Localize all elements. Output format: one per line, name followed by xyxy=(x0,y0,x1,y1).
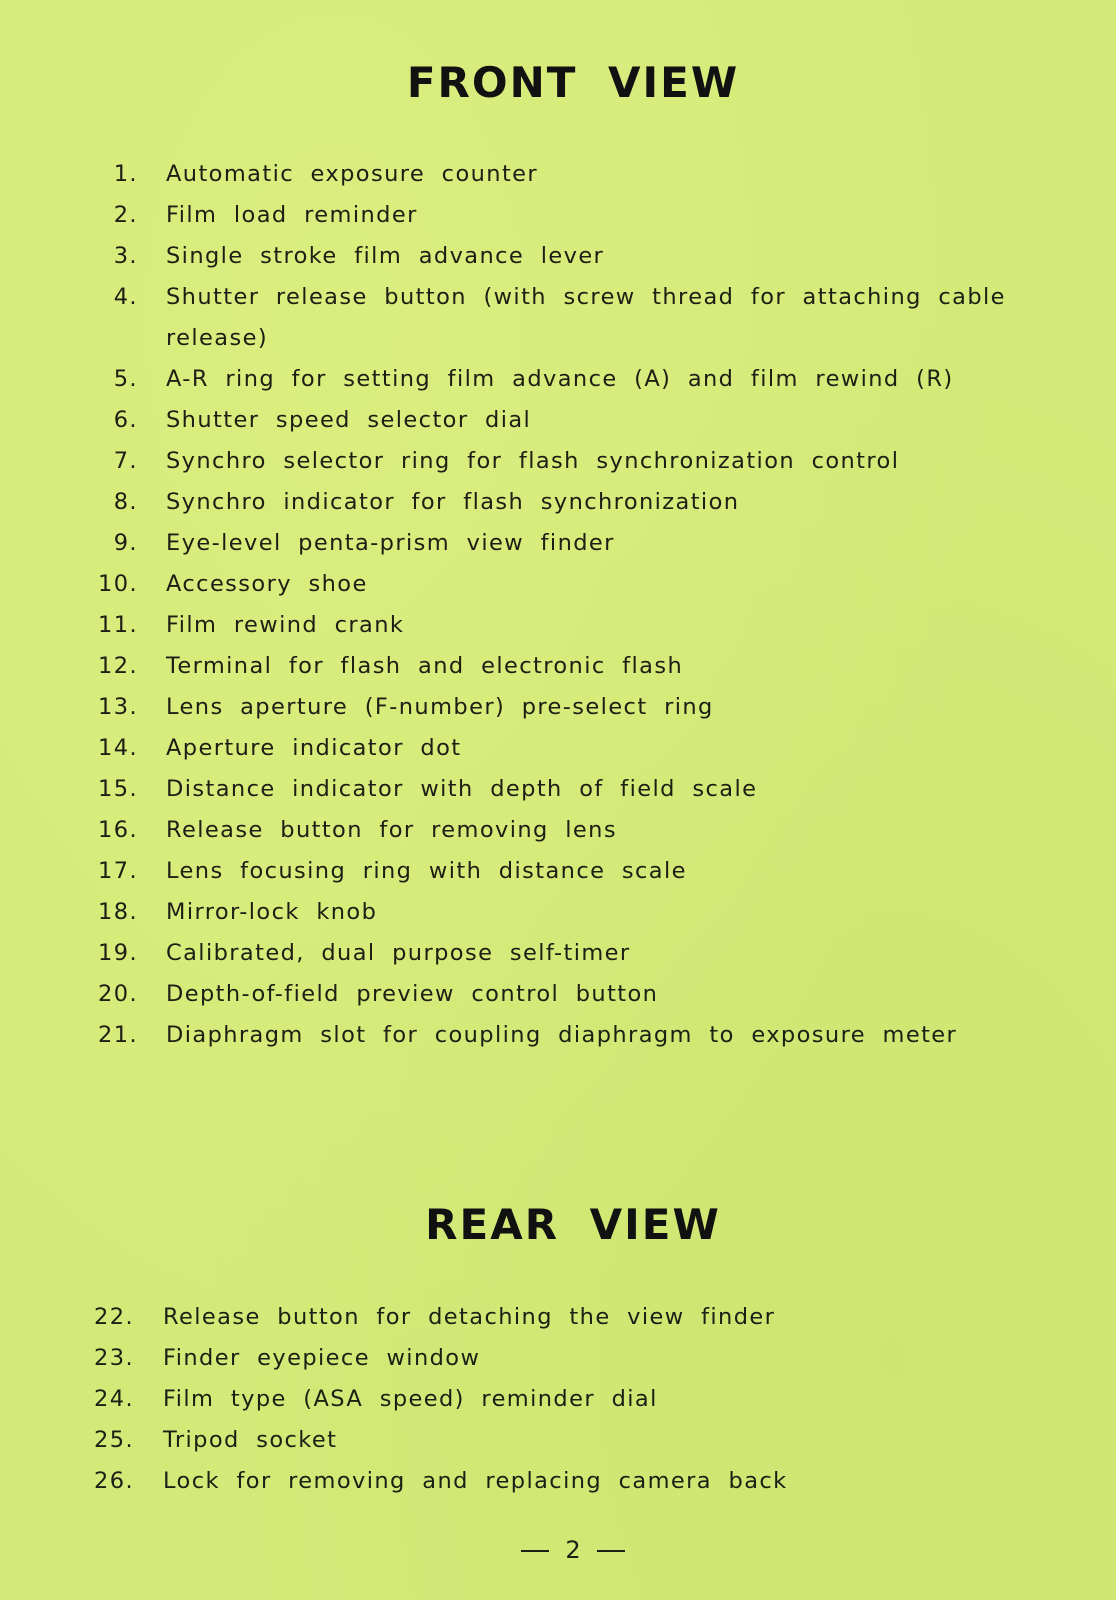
item-text: Lock for removing and replacing camera back xyxy=(163,1468,788,1494)
item-text: A-R ring for setting film advance (A) and film rewind (R) xyxy=(166,366,954,392)
item-number: 17. xyxy=(98,858,138,884)
list-item xyxy=(0,359,1116,400)
item-text: Finder eyepiece window xyxy=(163,1345,481,1371)
list-item xyxy=(0,277,1116,359)
list-item xyxy=(0,1461,1116,1502)
list-item xyxy=(0,605,1116,646)
item-number: 11. xyxy=(98,612,138,638)
item-number: 20. xyxy=(98,981,138,1007)
item-number: 15. xyxy=(98,776,138,802)
item-number: 26. xyxy=(94,1468,134,1494)
rear-view-parts-list xyxy=(0,1297,1116,1502)
list-item xyxy=(0,1420,1116,1461)
item-text: Mirror-lock knob xyxy=(166,899,378,925)
list-item xyxy=(0,974,1116,1015)
list-item xyxy=(0,810,1116,851)
item-number: 21. xyxy=(98,1022,138,1048)
item-number: 19. xyxy=(98,940,138,966)
item-text: Depth-of-field preview control button xyxy=(166,981,659,1007)
item-number: 5. xyxy=(113,366,138,392)
list-item xyxy=(0,1015,1116,1056)
list-item xyxy=(0,236,1116,277)
item-number: 16. xyxy=(98,817,138,843)
item-number: 1. xyxy=(113,161,138,187)
list-item xyxy=(0,728,1116,769)
item-text: Synchro indicator for flash synchronization xyxy=(166,489,740,515)
list-item xyxy=(0,564,1116,605)
list-item xyxy=(0,482,1116,523)
item-text: Shutter speed selector dial xyxy=(166,407,532,433)
item-text: Accessory shoe xyxy=(166,571,368,597)
front-view-parts-list xyxy=(0,154,1116,1056)
item-text: Film rewind crank xyxy=(166,612,405,638)
item-number: 24. xyxy=(94,1386,134,1412)
front-view-title: FRONT VIEW xyxy=(406,58,740,107)
item-number: 14. xyxy=(98,735,138,761)
item-text: Eye-level penta-prism view finder xyxy=(166,530,615,556)
item-text: Distance indicator with depth of field scale xyxy=(166,776,758,802)
item-number: 18. xyxy=(98,899,138,925)
list-item xyxy=(0,523,1116,564)
left-dash-divider xyxy=(521,1550,549,1552)
item-text: Aperture indicator dot xyxy=(166,735,462,761)
page-number: 2 xyxy=(565,1536,581,1564)
item-text: Release button for detaching the view finder xyxy=(163,1304,776,1330)
item-text: Lens focusing ring with distance scale xyxy=(166,858,687,884)
list-item xyxy=(0,195,1116,236)
item-text: Lens aperture (F-number) pre-select ring xyxy=(166,694,714,720)
item-number: 2. xyxy=(113,202,138,228)
list-item xyxy=(0,892,1116,933)
item-text: Terminal for flash and electronic flash xyxy=(166,653,684,679)
item-text: Synchro selector ring for flash synchronization control xyxy=(166,448,900,474)
item-text: Diaphragm slot for coupling diaphragm to exposure meter xyxy=(166,1022,958,1048)
item-number: 13. xyxy=(98,694,138,720)
item-number: 8. xyxy=(113,489,138,515)
page-footer xyxy=(0,1536,1116,1564)
list-item xyxy=(0,154,1116,195)
item-number: 10. xyxy=(98,571,138,597)
list-item xyxy=(0,1379,1116,1420)
list-item xyxy=(0,769,1116,810)
list-item xyxy=(0,933,1116,974)
item-text: Single stroke film advance lever xyxy=(166,243,605,269)
item-text: Tripod socket xyxy=(163,1427,338,1453)
item-number: 4. xyxy=(113,284,138,310)
item-number: 9. xyxy=(113,530,138,556)
item-text: Release button for removing lens xyxy=(166,817,617,843)
item-text: Film load reminder xyxy=(166,202,418,228)
rear-view-title: REAR VIEW xyxy=(425,1200,721,1249)
list-item xyxy=(0,441,1116,482)
item-text: Film type (ASA speed) reminder dial xyxy=(163,1386,658,1412)
item-number: 6. xyxy=(113,407,138,433)
item-number: 22. xyxy=(94,1304,134,1330)
list-item xyxy=(0,400,1116,441)
list-item xyxy=(0,646,1116,687)
item-text: Automatic exposure counter xyxy=(166,161,539,187)
list-item xyxy=(0,851,1116,892)
right-dash-divider xyxy=(597,1550,625,1552)
item-number: 23. xyxy=(94,1345,134,1371)
item-text: Calibrated, dual purpose self-timer xyxy=(166,940,631,966)
item-text: Shutter release button (with screw thread for attaching cable release) xyxy=(166,284,1006,351)
item-number: 7. xyxy=(113,448,138,474)
item-number: 3. xyxy=(113,243,138,269)
list-item xyxy=(0,1338,1116,1379)
item-number: 12. xyxy=(98,653,138,679)
list-item xyxy=(0,687,1116,728)
list-item xyxy=(0,1297,1116,1338)
item-number: 25. xyxy=(94,1427,134,1453)
